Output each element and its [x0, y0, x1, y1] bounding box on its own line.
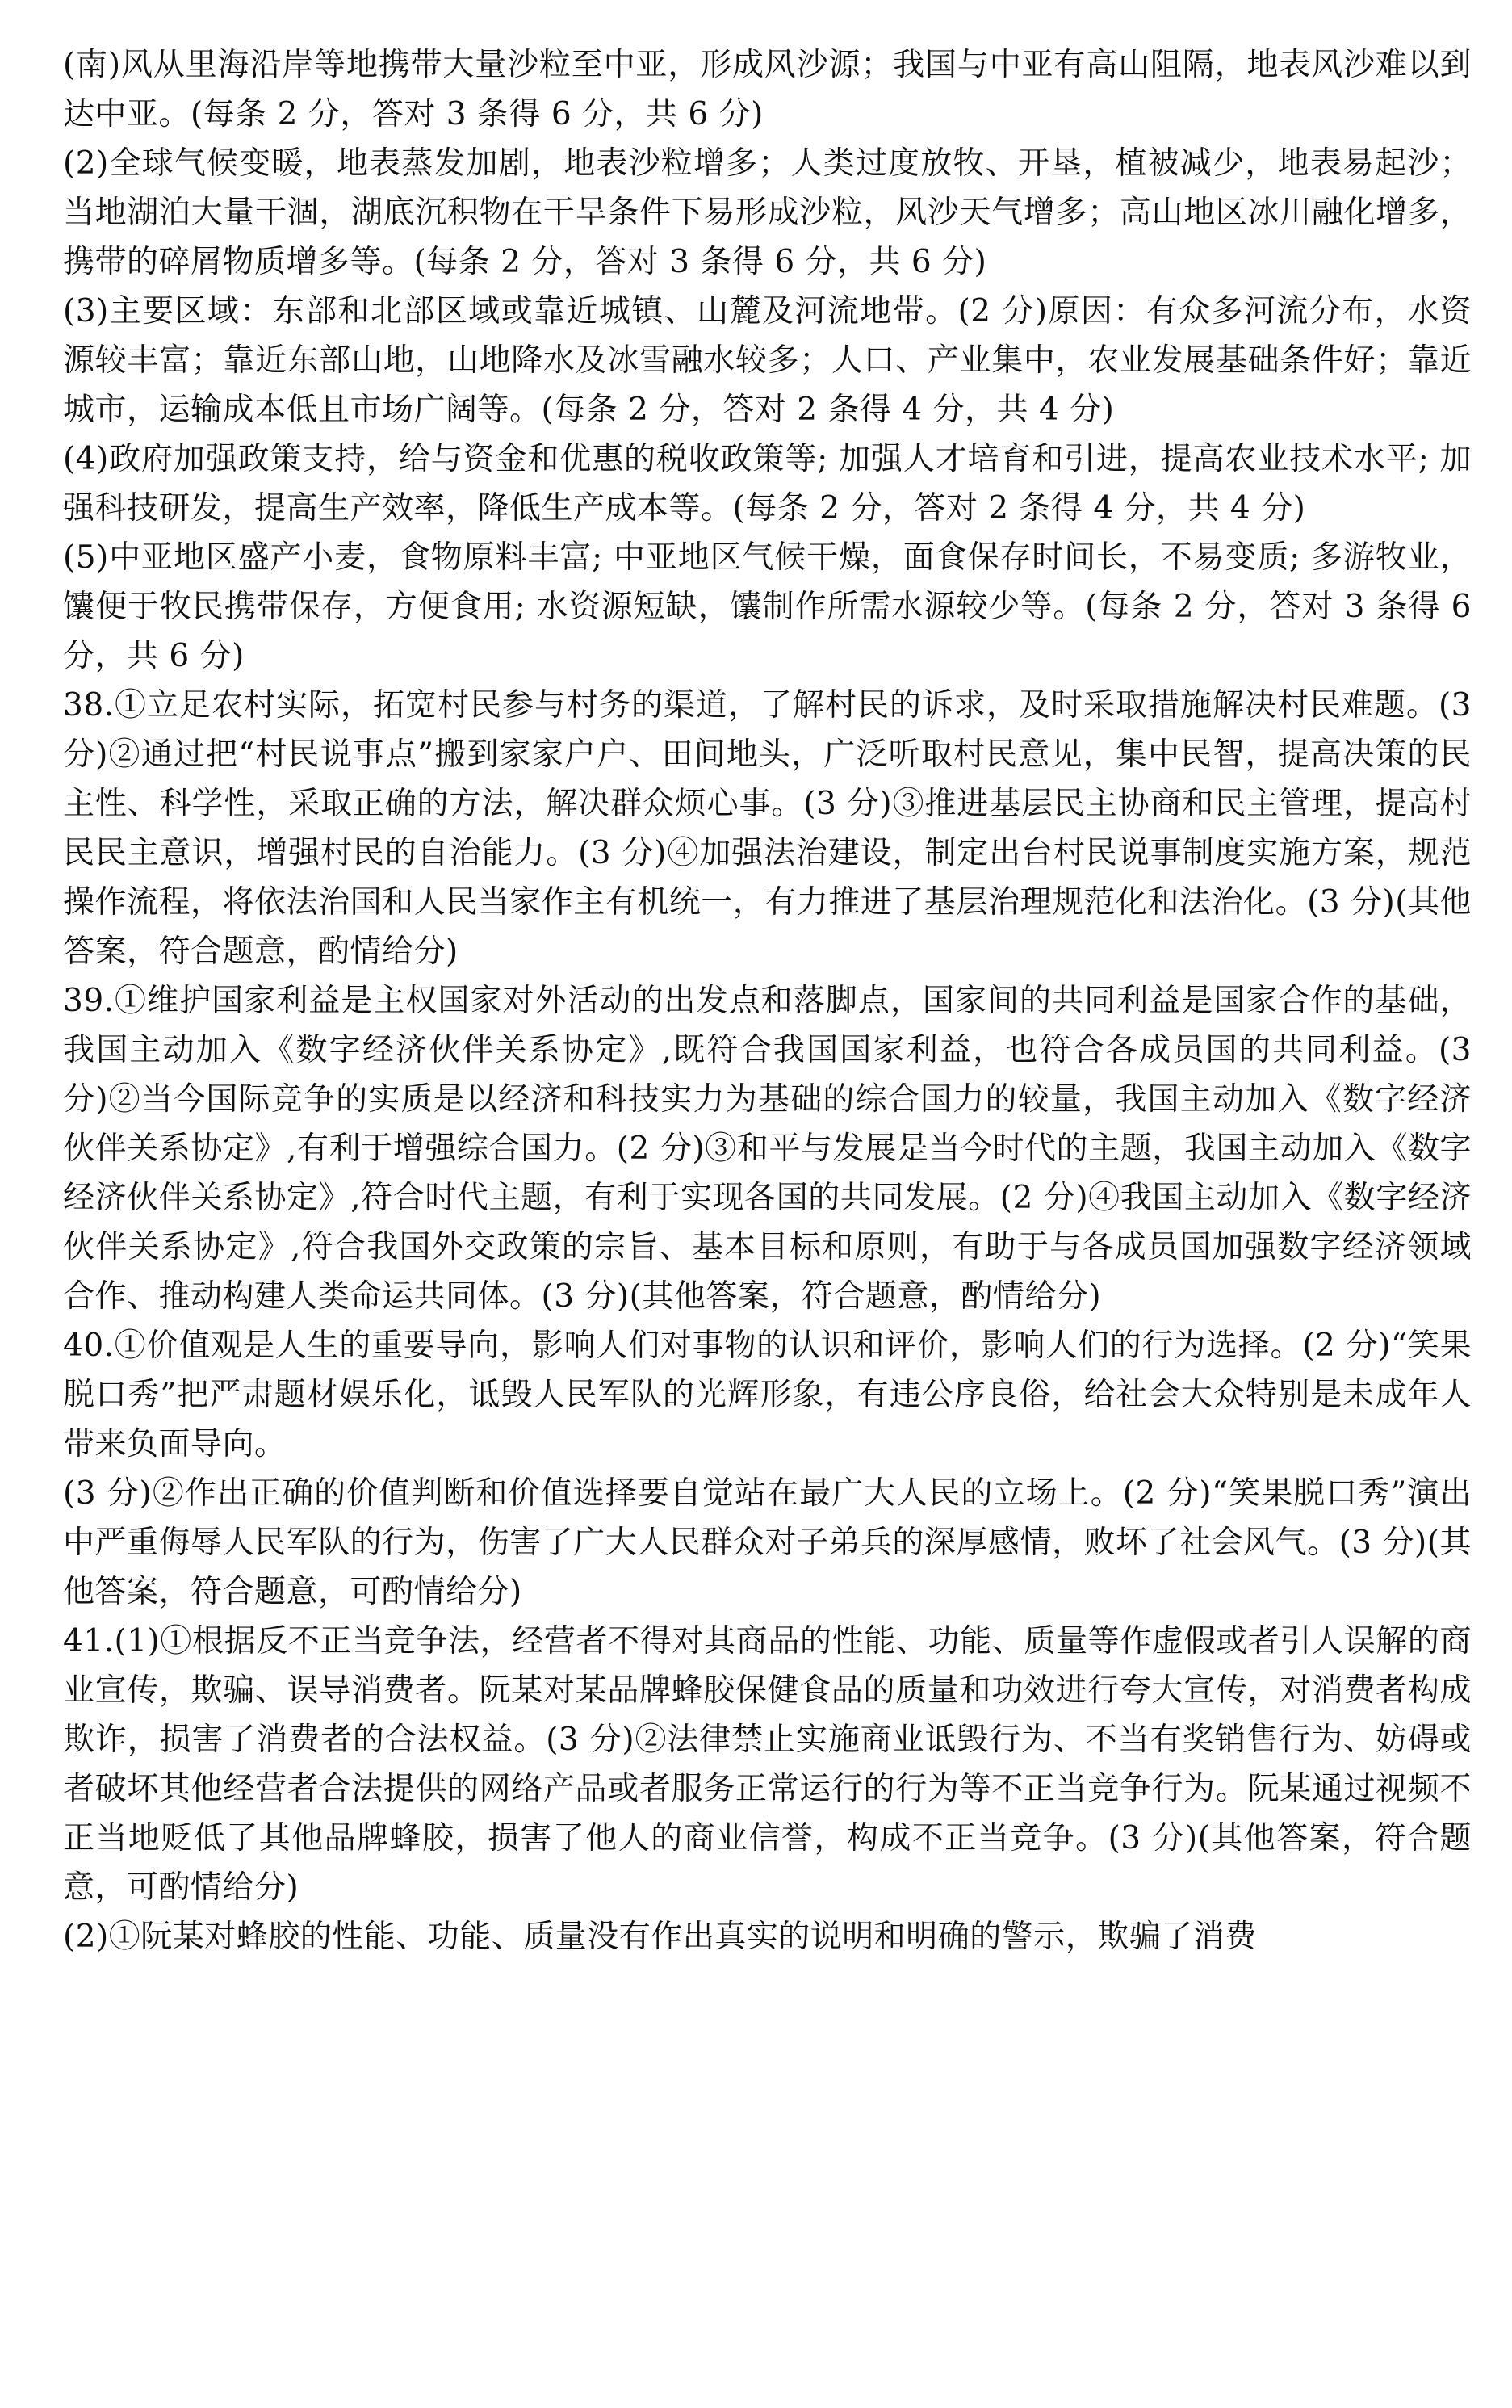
answer-paragraph: (南)风从里海沿岸等地携带大量沙粒至中亚，形成风沙源；我国与中亚有高山阻隔，地表风沙难以到达中亚。(每条 2 分，答对 3 条得 6 分，共 6 分) [63, 47, 1472, 132]
answer-paragraph: (2)①阮某对蜂胶的性能、功能、质量没有作出真实的说明和明确的警示，欺骗了消费 [63, 1919, 1257, 1955]
answer-paragraph: 39.①维护国家利益是主权国家对外活动的出发点和落脚点，国家间的共同利益是国家合作的基础，我国主动加入《数字经济伙伴关系协定》,既符合我国国家利益，也符合各成员国的共同利益。(3 分)②当今国际竞争的实质是以经济和科技实力为基础的综合国力的较量，我国主动加入《数字经济伙伴关系协定》,有利于增强综合国力。(2 分)③和平与发展是当今时代的主题，我国主动加入《数字经济伙伴关系协定》,符合时代主题，有利于实现各国的共同发展。(2 分)④我国主动加入《数字经济伙伴关系协定》,符合我国外交政策的宗旨、基本目标和原则，有助于与各成员国加强数字经济领域合作、推动构建人类命运共同体。(3 分)(其他答案，符合题意，酌情给分) [63, 983, 1472, 1315]
answer-document [63, 40, 1472, 1961]
answer-paragraph: (5)中亚地区盛产小麦，食物原料丰富; 中亚地区气候干燥，面食保存时间长，不易变质; 多游牧业，馕便于牧民携带保存，方便食用; 水资源短缺，馕制作所需水源较少等。(每条 2 分，答对 3 条得 6 分，共 6 分) [63, 539, 1472, 674]
answer-paragraph: 41.(1)①根据反不正当竞争法，经营者不得对其商品的性能、功能、质量等作虚假或者引人误解的商业宣传，欺骗、误导消费者。阮某对某品牌蜂胶保健食品的质量和功效进行夸大宣传，对消费者构成欺诈，损害了消费者的合法权益。(3 分)②法律禁止实施商业诋毁行为、不当有奖销售行为、妨碍或者破坏其他经营者合法提供的网络产品或者服务正常运行的行为等不正当竞争行为。阮某通过视频不正当地贬低了其他品牌蜂胶，损害了他人的商业信誉，构成不正当竞争。(3 分)(其他答案，符合题意，可酌情给分) [63, 1623, 1472, 1906]
answer-paragraph: (3 分)②作出正确的价值判断和价值选择要自觉站在最广大人民的立场上。(2 分)“笑果脱口秀”演出中严重侮辱人民军队的行为，伤害了广大人民群众对子弟兵的深厚感情，败坏了社会风气。(3 分)(其他答案，符合题意，可酌情给分) [63, 1475, 1472, 1610]
answer-paragraph: (2)全球气候变暖，地表蒸发加剧，地表沙粒增多；人类过度放牧、开垦，植被减少，地表易起沙；当地湖泊大量干涸，湖底沉积物在干旱条件下易形成沙粒，风沙天气增多；高山地区冰川融化增多，携带的碎屑物质增多等。(每条 2 分，答对 3 条得 6 分，共 6 分) [63, 145, 1472, 280]
answer-paragraph: (4)政府加强政策支持，给与资金和优惠的税收政策等; 加强人才培育和引进，提高农业技术水平; 加强科技研发，提高生产效率，降低生产成本等。(每条 2 分，答对 2 条得 4 分，共 4 分) [63, 441, 1472, 526]
answer-paragraph: (3)主要区域：东部和北部区域或靠近城镇、山麓及河流地带。(2 分)原因：有众多河流分布，水资源较丰富；靠近东部山地，山地降水及冰雪融水较多；人口、产业集中，农业发展基础条件好；靠近城市，运输成本低且市场广阔等。(每条 2 分，答对 2 条得 4 分，共 4 分) [63, 293, 1472, 428]
answer-paragraph: 40.①价值观是人生的重要导向，影响人们对事物的认识和评价，影响人们的行为选择。(2 分)“笑果脱口秀”把严肃题材娱乐化，诋毁人民军队的光辉形象，有违公序良俗，给社会大众特别是未成年人带来负面导向。 [63, 1328, 1472, 1462]
answer-paragraph: 38.①立足农村实际，拓宽村民参与村务的渠道，了解村民的诉求，及时采取措施解决村民难题。(3 分)②通过把“村民说事点”搬到家家户户、田间地头，广泛听取村民意见，集中民智，提高决策的民主性、科学性，采取正确的方法，解决群众烦心事。(3 分)③推进基层民主协商和民主管理，提高村民民主意识，增强村民的自治能力。(3 分)④加强法治建设，制定出台村民说事制度实施方案，规范操作流程，将依法治国和人民当家作主有机统一，有力推进了基层治理规范化和法治化。(3 分)(其他答案，符合题意，酌情给分) [63, 687, 1472, 970]
